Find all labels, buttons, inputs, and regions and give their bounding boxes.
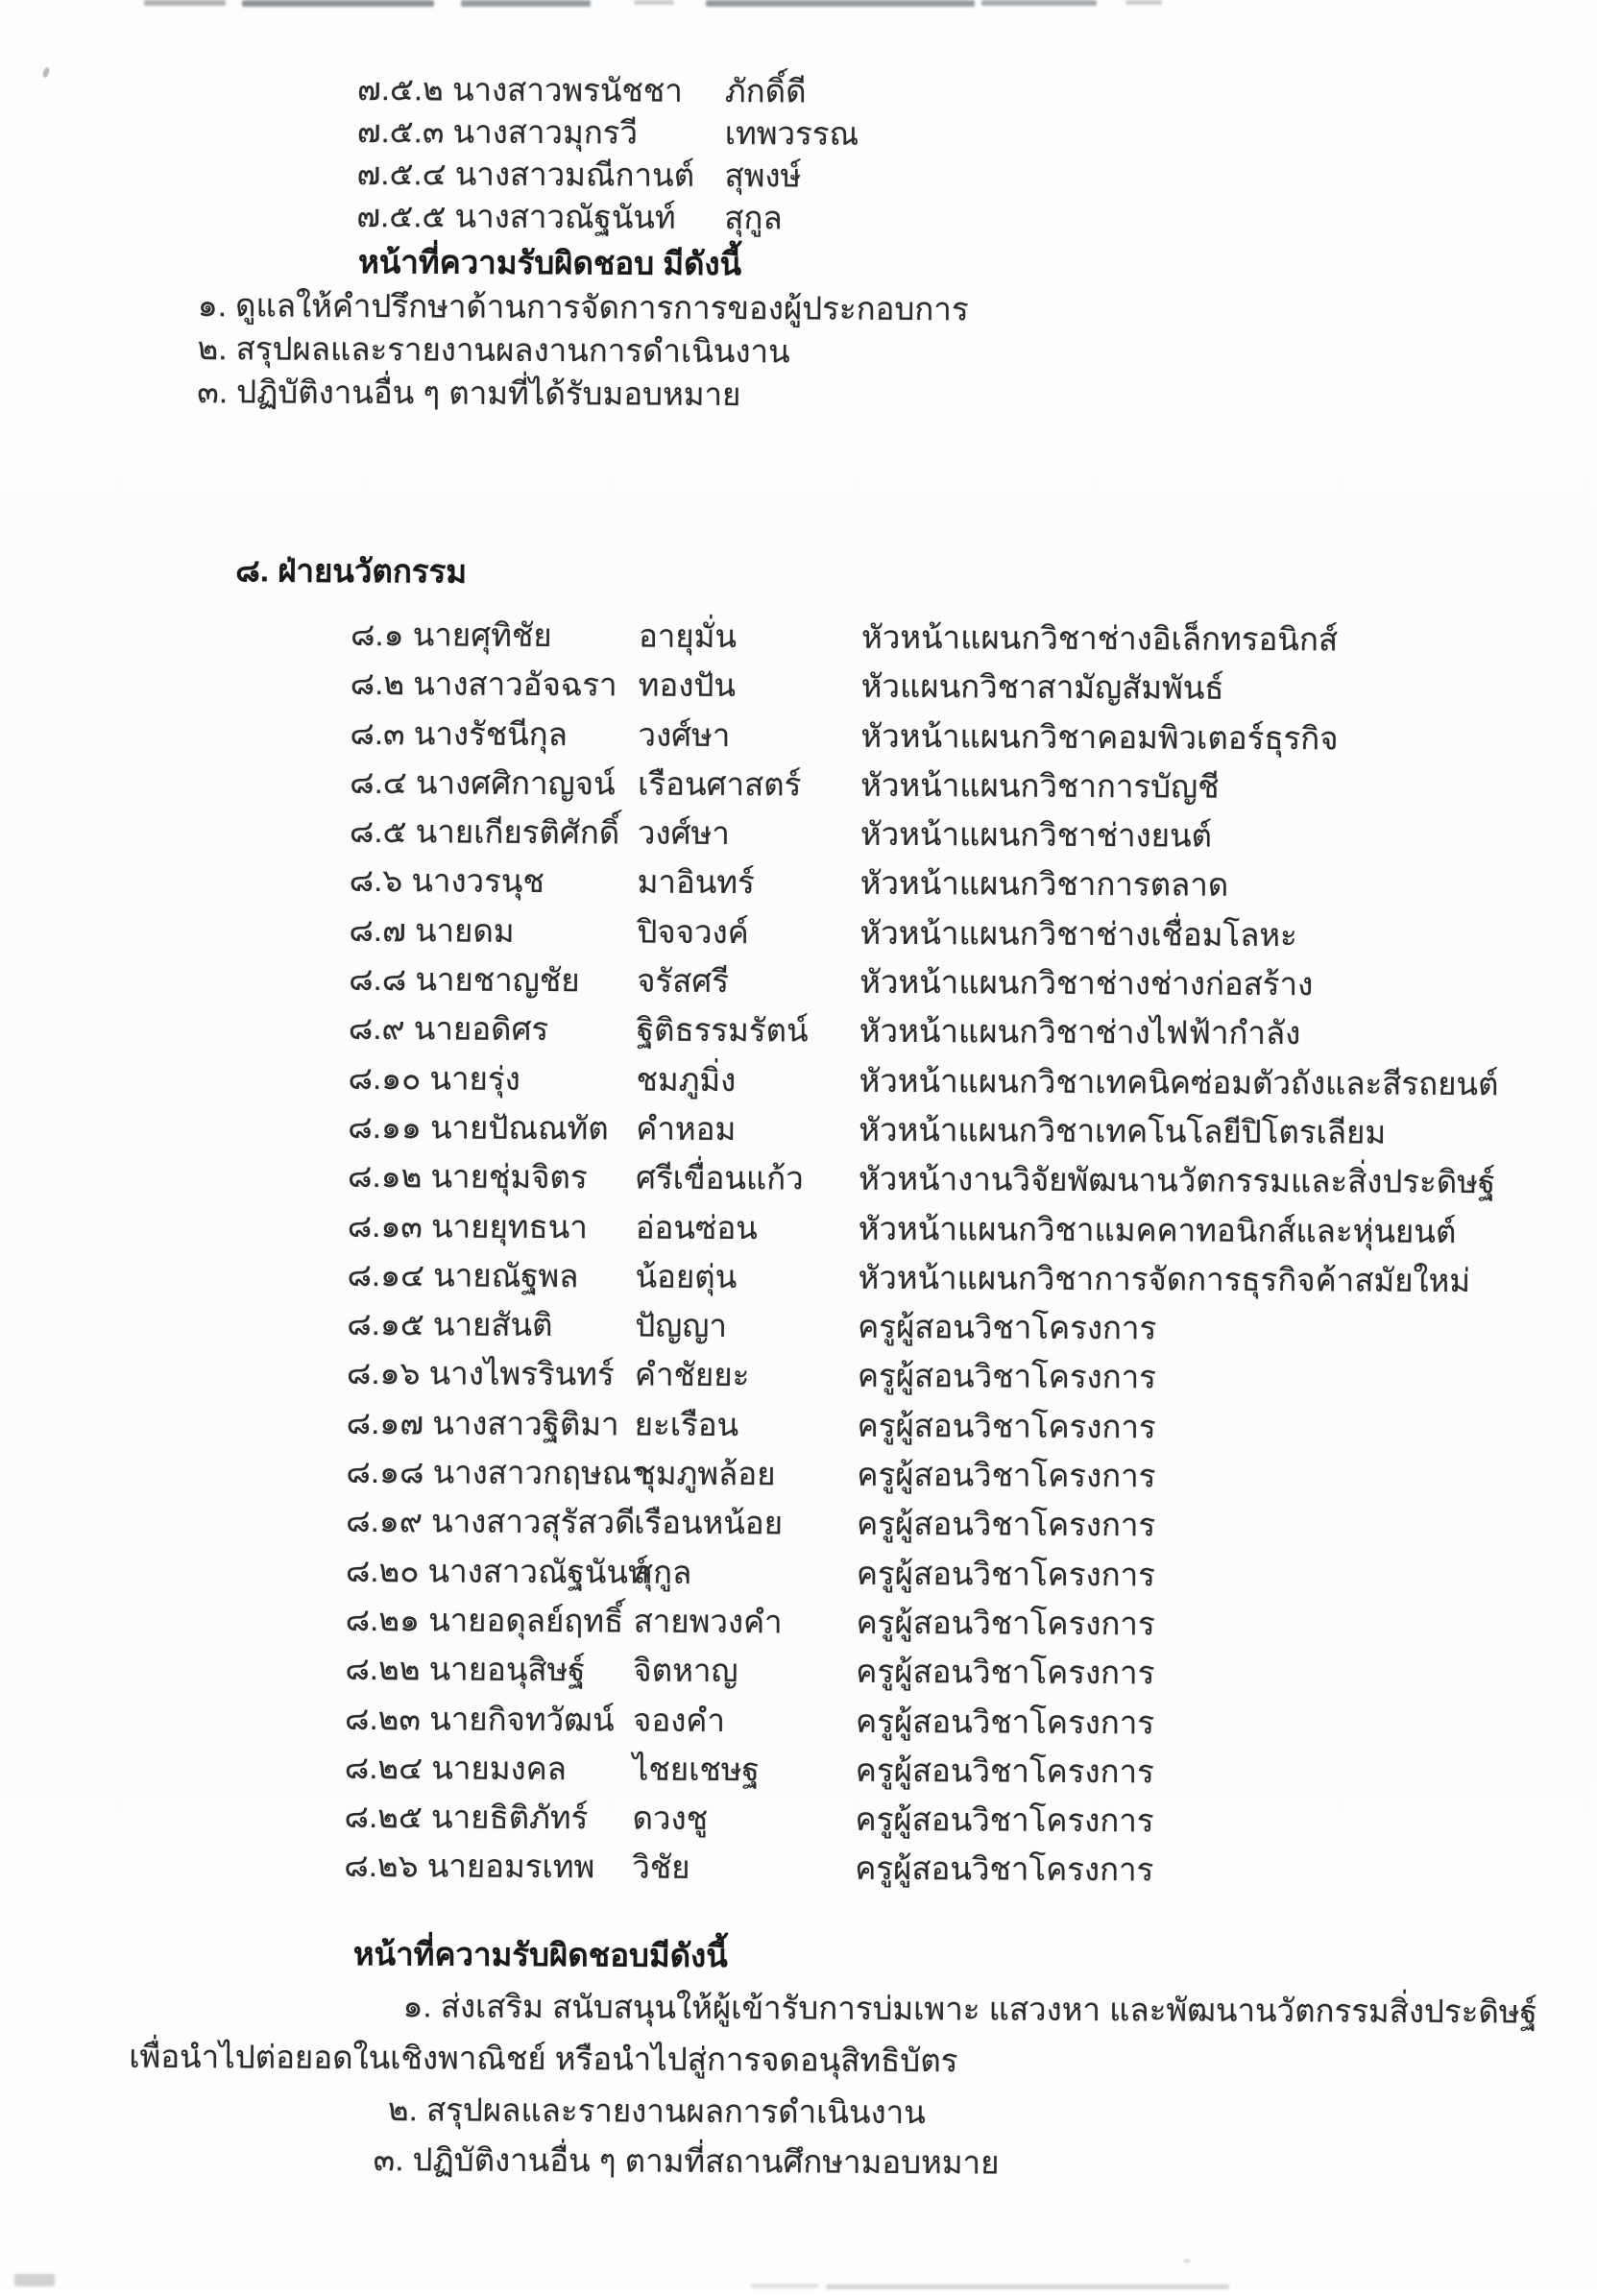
list-row (0, 1641, 1588, 1699)
member-surname: ฐิติธรรมรัตน์ (636, 1011, 809, 1049)
member-surname: สุพงษ์ (724, 157, 802, 194)
member-surname: จิตหาญ (633, 1652, 738, 1689)
member-surname: อ่อนซ่อน (635, 1209, 758, 1245)
member-position: หัวหน้าแผนกวิชาช่างช่างก่อสร้าง (859, 963, 1314, 1003)
member-number-name: ๘.๒๒ นายอนุสิษฐ์ (345, 1651, 586, 1688)
member-number-name: ๗.๕.๔ นางสาวมณีกานต์ (356, 155, 695, 193)
duty2-item2: ๒. สรุปผลและรายงานผลการดำเนินงาน (387, 2091, 926, 2131)
list-row (0, 1247, 1591, 1305)
member-position: ครูผู้สอนวิชาโครงการ (855, 1850, 1154, 1888)
member-number-name: ๗.๕.๒ นางสาวพรนัชชา (356, 70, 683, 109)
member-number-name: ๘.๒ นางสาวอัจฉรา (350, 665, 617, 703)
member-surname: สุกูล (724, 199, 783, 236)
member-number-name: ๗.๕.๓ นางสาวมุกรวี (356, 112, 639, 151)
member-position: หัวหน้าแผนกวิชาช่างเชื่อมโลหะ (859, 914, 1297, 953)
member-position: หัวหน้าแผนกวิชาช่างยนต์ (859, 815, 1213, 854)
member-position: หัวหน้าแผนกวิชาช่างอิเล็กทรอนิกส์ (860, 618, 1339, 658)
list-row (0, 1444, 1590, 1502)
member-surname: คำหอม (636, 1110, 737, 1148)
member-surname: ชุมภูพล้อย (634, 1455, 776, 1492)
member-number-name: ๘.๑๑ นายปัณณทัต (348, 1108, 609, 1147)
member-number-name: ๘.๘ นายชาญชัย (349, 961, 580, 999)
member-position: ครูผู้สอนวิชาโครงการ (857, 1358, 1157, 1395)
member-number-name: ๘.๑๐ นายรุ่ง (348, 1059, 520, 1097)
member-number-name: ๘.๑๙ นางสาวสุรัสวดี (346, 1503, 636, 1540)
list-row (0, 853, 1593, 910)
member-number-name: ๘.๒๖ นายอมรเทพ (344, 1848, 595, 1885)
member-position: ครูผู้สอนวิชาโครงการ (855, 1801, 1154, 1839)
member-position: หัวหน้าแผนกวิชาเทคโนโลยีปิโตรเลียม (859, 1111, 1387, 1150)
duties-heading-2: หน้าที่ความรับผิดชอบมีดังนี้ (352, 1935, 728, 1974)
member-position: ครูผู้สอนวิชาโครงการ (856, 1604, 1155, 1642)
member-number-name: ๘.๑๕ นายสันติ (347, 1306, 553, 1343)
member-position: ครูผู้สอนวิชาโครงการ (855, 1752, 1154, 1790)
list-row (0, 1051, 1592, 1108)
member-number-name: ๘.๙ นายอดิศร (348, 1010, 549, 1048)
member-surname: ทองปัน (638, 666, 737, 704)
list-row (0, 1100, 1591, 1157)
member-surname: ไชยเชษฐ (632, 1751, 760, 1788)
member-surname: น้อยตุ่น (635, 1258, 738, 1294)
duty-item: ๓. ปฏิบัติงานอื่น ๆ ตามที่ได้รับมอบหมาย (197, 374, 741, 413)
member-position: หัวหน้าแผนกวิชาเทคนิคซ่อมตัวถังและสีรถยนต์ (859, 1062, 1499, 1101)
list-row (0, 1691, 1588, 1749)
list-row (0, 1001, 1592, 1058)
member-number-name: ๘.๑๗ นางสาวฐิติมา (346, 1404, 619, 1442)
member-surname: เทพวรรณ (724, 114, 859, 152)
section8-heading: ๘. ฝ่ายนวัตกรรม (235, 552, 468, 590)
member-number-name: ๘.๗ นายดม (349, 911, 515, 949)
member-position: หัวหน้าแผนกวิชาคอมพิวเตอร์ธุรกิจ (860, 717, 1339, 756)
member-position: ครูผู้สอนวิชาโครงการ (857, 1407, 1156, 1445)
duty2-item3: ๓. ปฏิบัติงานอื่น ๆ ตามที่สถานศึกษามอบหมาย (373, 2141, 1000, 2181)
list-row (0, 1345, 1590, 1403)
member-number-name: ๘.๑๘ นางสาวกฤษณา (346, 1453, 650, 1491)
member-surname: ภักดิ์ดี (724, 72, 807, 109)
member-number-name: ๘.๒๔ นายมงคล (344, 1749, 568, 1786)
member-surname: ปิจจวงค์ (637, 913, 749, 950)
list-row (0, 1493, 1589, 1551)
member-surname: มาอินทร์ (637, 863, 755, 901)
member-number-name: ๘.๒๕ นายธิติภัทร์ (344, 1799, 589, 1836)
member-surname: วงศ์ษา (638, 716, 731, 753)
member-position: ครูผู้สอนวิชาโครงการ (855, 1703, 1155, 1740)
duty2-item1-line1: ๑. ส่งเสริม สนับสนุนให้ผู้เข้ารับการบ่มเพาะ แสวงหา และพัฒนานวัตกรรมสิ่งประดิษฐ์ (402, 1988, 1537, 2030)
member-position: ครูผู้สอนวิชาโครงการ (856, 1555, 1155, 1592)
member-position: ครูผู้สอนวิชาโครงการ (856, 1653, 1155, 1691)
member-surname: อายุมั่น (638, 617, 738, 655)
list-row (0, 188, 1596, 239)
member-position: ครูผู้สอนวิชาโครงการ (857, 1506, 1156, 1543)
member-position: หัวหน้าแผนกวิชาการตลาด (859, 865, 1229, 904)
member-surname: จรัสศรี (637, 962, 730, 1000)
member-surname: คำชัยยะ (634, 1356, 750, 1393)
member-surname: วิชัย (632, 1849, 690, 1886)
list-row (0, 1543, 1589, 1601)
member-surname: ชมภูมิ่ง (636, 1061, 737, 1098)
member-position: ครูผู้สอนวิชาโครงการ (857, 1456, 1156, 1494)
duty-item: ๑. ดูแลให้คำปรึกษาด้านการจัดการการของผู้ประกอบการ (197, 287, 969, 327)
member-surname: ปัญญา (635, 1307, 728, 1344)
member-number-name: ๘.๑๓ นายยุทธนา (347, 1207, 588, 1245)
member-position: หัวแผนกวิชาสามัญสัมพันธ์ (860, 668, 1224, 706)
list-row (0, 1296, 1590, 1354)
list-row (0, 1198, 1591, 1256)
list-row (0, 1789, 1588, 1847)
member-number-name: ๘.๑๔ นายณัฐพล (347, 1256, 579, 1294)
member-position: หัวหน้าแผนกวิชาการบัญชี (860, 766, 1220, 805)
member-number-name: ๘.๖ นางวรนุช (349, 862, 544, 900)
member-position: หัวหน้างานวิจัยพัฒนานวัตกรรมและสิ่งประดิษฐ์ (858, 1160, 1496, 1200)
member-number-name: ๘.๔ นางศศิกาญจน์ (350, 763, 616, 802)
member-position: หัวหน้าแผนกวิชาแมคคาทอนิกส์และหุ่นยนต์ (858, 1210, 1457, 1249)
member-surname: เรือนหน้อย (634, 1504, 784, 1541)
member-position: หัวหน้าแผนกวิชาการจัดการธุรกิจค้าสมัยใหม่ (858, 1259, 1471, 1298)
list-row (0, 656, 1594, 713)
member-surname: วงศ์ษา (637, 814, 730, 852)
member-number-name: ๘.๒๑ นายอดุลย์ฤทธิ์ (345, 1601, 624, 1639)
member-surname: เรือนศาสตร์ (638, 765, 802, 803)
member-surname: สุกูล (633, 1554, 692, 1590)
member-number-name: ๗.๕.๕ นางสาวณัฐนันท์ (356, 197, 676, 235)
list-row (0, 365, 1595, 417)
duties-heading-1: หน้าที่ความรับผิดชอบ มีดังนี้ (357, 243, 742, 282)
member-surname: ยะเรือน (634, 1406, 739, 1442)
member-number-name: ๘.๕ นายเกียรติศักดิ์ (349, 813, 620, 851)
member-surname: สายพวงคำ (633, 1603, 783, 1640)
list-row (0, 952, 1592, 1009)
member-number-name: ๘.๒๐ นางสาวณัฐนันท์ (345, 1552, 649, 1590)
member-number-name: ๘.๑๒ นายชุ่มจิตร (347, 1158, 588, 1196)
section8-member-list (0, 607, 1594, 1896)
list-row (0, 1395, 1590, 1453)
member-position: หัวหน้าแผนกวิชาช่างไฟฟ้ากำลัง (859, 1013, 1301, 1051)
member-number-name: ๘.๑๖ นางไพรรินทร์ (346, 1355, 615, 1392)
duties-list-1 (0, 278, 1596, 417)
list-row (0, 804, 1593, 861)
member-number-name: ๘.๑ นายศุทิชัย (350, 616, 552, 654)
member-surname: ดวงชู (632, 1800, 709, 1837)
list-row (0, 706, 1594, 763)
list-row (0, 1838, 1587, 1896)
duty-item: ๒. สรุปผลและรายงานผลงานการดำเนินงาน (197, 330, 790, 370)
list-row (0, 1592, 1589, 1650)
list-row (0, 1740, 1588, 1798)
member-surname: จองคำ (633, 1702, 726, 1738)
member-surname: ศรีเขื่อนแก้ว (635, 1159, 804, 1196)
member-number-name: ๘.๓ นางรัชนีกุล (350, 714, 569, 752)
list-row (0, 1148, 1591, 1206)
member-number-name: ๘.๒๓ นายกิจทวัฒน์ (345, 1700, 615, 1737)
list-row (0, 903, 1593, 960)
duty2-item1-line2: เพื่อนำไปต่อยอดในเชิงพาณิชย์ หรือนำไปสู่การจดอนุสิทธิบัตร (129, 2038, 958, 2079)
list-row (0, 607, 1594, 665)
list-row (0, 755, 1593, 812)
section7-member-list (0, 61, 1597, 239)
member-position: ครูผู้สอนวิชาโครงการ (858, 1308, 1157, 1346)
